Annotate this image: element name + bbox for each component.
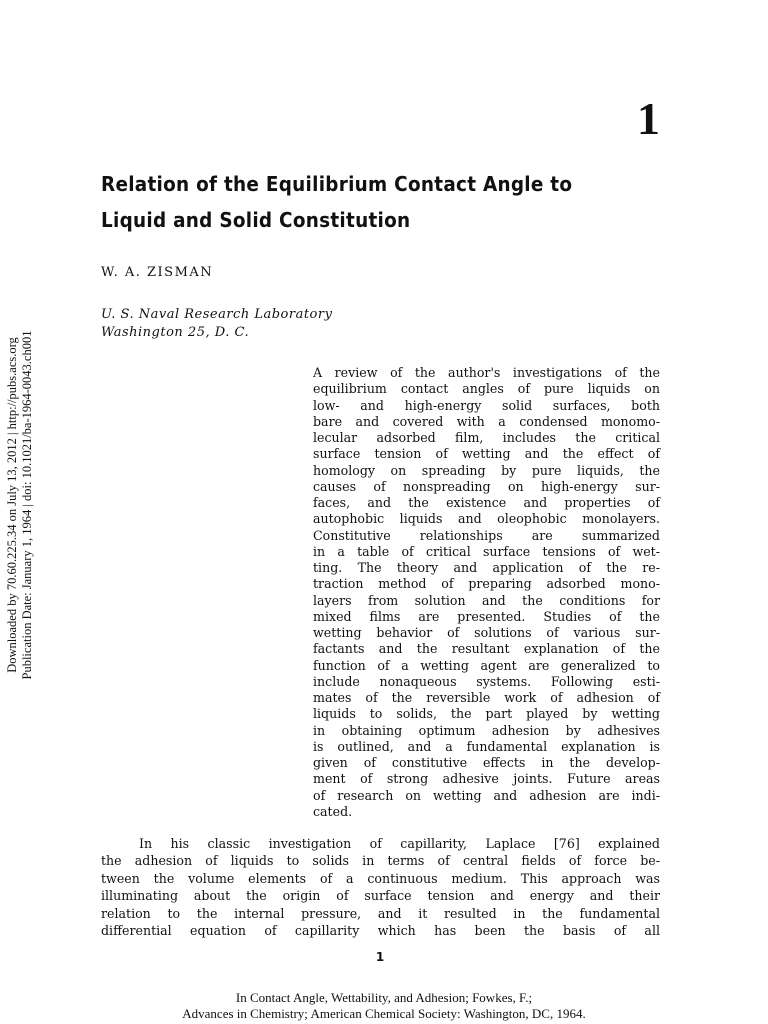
abstract-line: lecular adsorbed film, includes the critical — [313, 430, 660, 445]
affiliation-line: Washington 25, D. C. — [101, 325, 250, 340]
abstract-line: low- and high-energy solid surfaces, both — [313, 397, 660, 413]
download-notice — [5, 320, 35, 690]
abstract-line: cated. — [313, 803, 353, 819]
abstract-line: faces, and the existence and properties of — [313, 495, 660, 510]
abstract-line: mates of the reversible work of adhesion of — [313, 690, 660, 705]
abstract-line: is outlined, and a fundamental explanation is — [313, 738, 660, 754]
author-name: W. A. ZISMAN — [101, 265, 214, 280]
abstract-line: function of a wetting agent are generalized to — [313, 657, 660, 673]
abstract-line: traction method of preparing adsorbed mono- — [313, 576, 660, 592]
chapter-title — [101, 166, 616, 238]
author-affiliation — [101, 306, 332, 342]
abstract-line: surface tension of wetting and the effect of — [313, 446, 660, 462]
abstract-line: A review of the author's investigations of the — [313, 365, 660, 380]
title-line: Liquid and Solid Constitution — [101, 208, 411, 232]
abstract-line: ting. The theory and application of the re- — [313, 560, 660, 575]
download-notice-line: Downloaded by 70.60.225.34 on July 13, 2012 | http://pubs.acs.org — [5, 337, 19, 673]
abstract-line: in obtaining optimum adhesion by adhesives — [313, 722, 660, 738]
abstract — [313, 365, 660, 820]
abstract-line: of research on wetting and adhesion are indi- — [313, 787, 660, 803]
affiliation-line: U. S. Naval Research Laboratory — [101, 307, 333, 322]
abstract-line: layers from solution and the conditions for — [313, 592, 660, 608]
footer-line: In Contact Angle, Wettability, and Adhesion; Fowkes, F.; — [235, 990, 533, 1005]
abstract-line: equilibrium contact angles of pure liquids on — [313, 381, 660, 397]
body-line: tween the volume elements of a continuous medium. This approach was — [101, 870, 660, 886]
title-line: Relation of the Equilibrium Contact Angle to — [101, 172, 573, 196]
abstract-line: Constitutive relationships are summarized — [313, 527, 660, 543]
abstract-line: ment of strong adhesive joints. Future areas — [313, 771, 660, 787]
abstract-line: given of constitutive effects in the develop- — [313, 755, 660, 770]
footer-line: Advances in Chemistry; American Chemical Society: Washington, DC, 1964. — [182, 1006, 586, 1021]
abstract-line: homology on spreading by pure liquids, the — [313, 462, 660, 478]
body-line: relation to the internal pressure, and it resulted in the fundamental — [101, 905, 660, 921]
page-number: 1 — [375, 950, 385, 964]
download-notice-line: Publication Date: January 1, 1964 | doi: 10.1021/ba-1964-0043.ch001 — [20, 330, 34, 680]
citation-footer — [0, 990, 768, 1022]
abstract-line: in a table of critical surface tensions of wet- — [313, 543, 660, 559]
abstract-line: autophobic liquids and oleophobic monolayers. — [313, 511, 660, 527]
body-line: differential equation of capillarity which has been the basis of all — [101, 923, 660, 939]
body-line: illuminating about the origin of surface tension and energy and their — [101, 888, 660, 904]
abstract-line: include nonaqueous systems. Following esti- — [313, 673, 660, 689]
chapter-number: 1 — [637, 93, 660, 144]
abstract-line: factants and the resultant explanation of the — [313, 641, 660, 657]
abstract-line: causes of nonspreading on high-energy sur- — [313, 478, 660, 494]
body-line: In his classic investigation of capillarity, Laplace [76] explained — [139, 836, 660, 851]
abstract-line: bare and covered with a condensed monomo- — [313, 413, 660, 429]
body-paragraph — [101, 835, 660, 939]
abstract-line: mixed films are presented. Studies of the — [313, 608, 660, 624]
abstract-line: wetting behavior of solutions of various sur- — [313, 625, 660, 640]
abstract-line: liquids to solids, the part played by wetting — [313, 706, 660, 722]
body-line: the adhesion of liquids to solids in terms of central fields of force be- — [101, 853, 660, 869]
